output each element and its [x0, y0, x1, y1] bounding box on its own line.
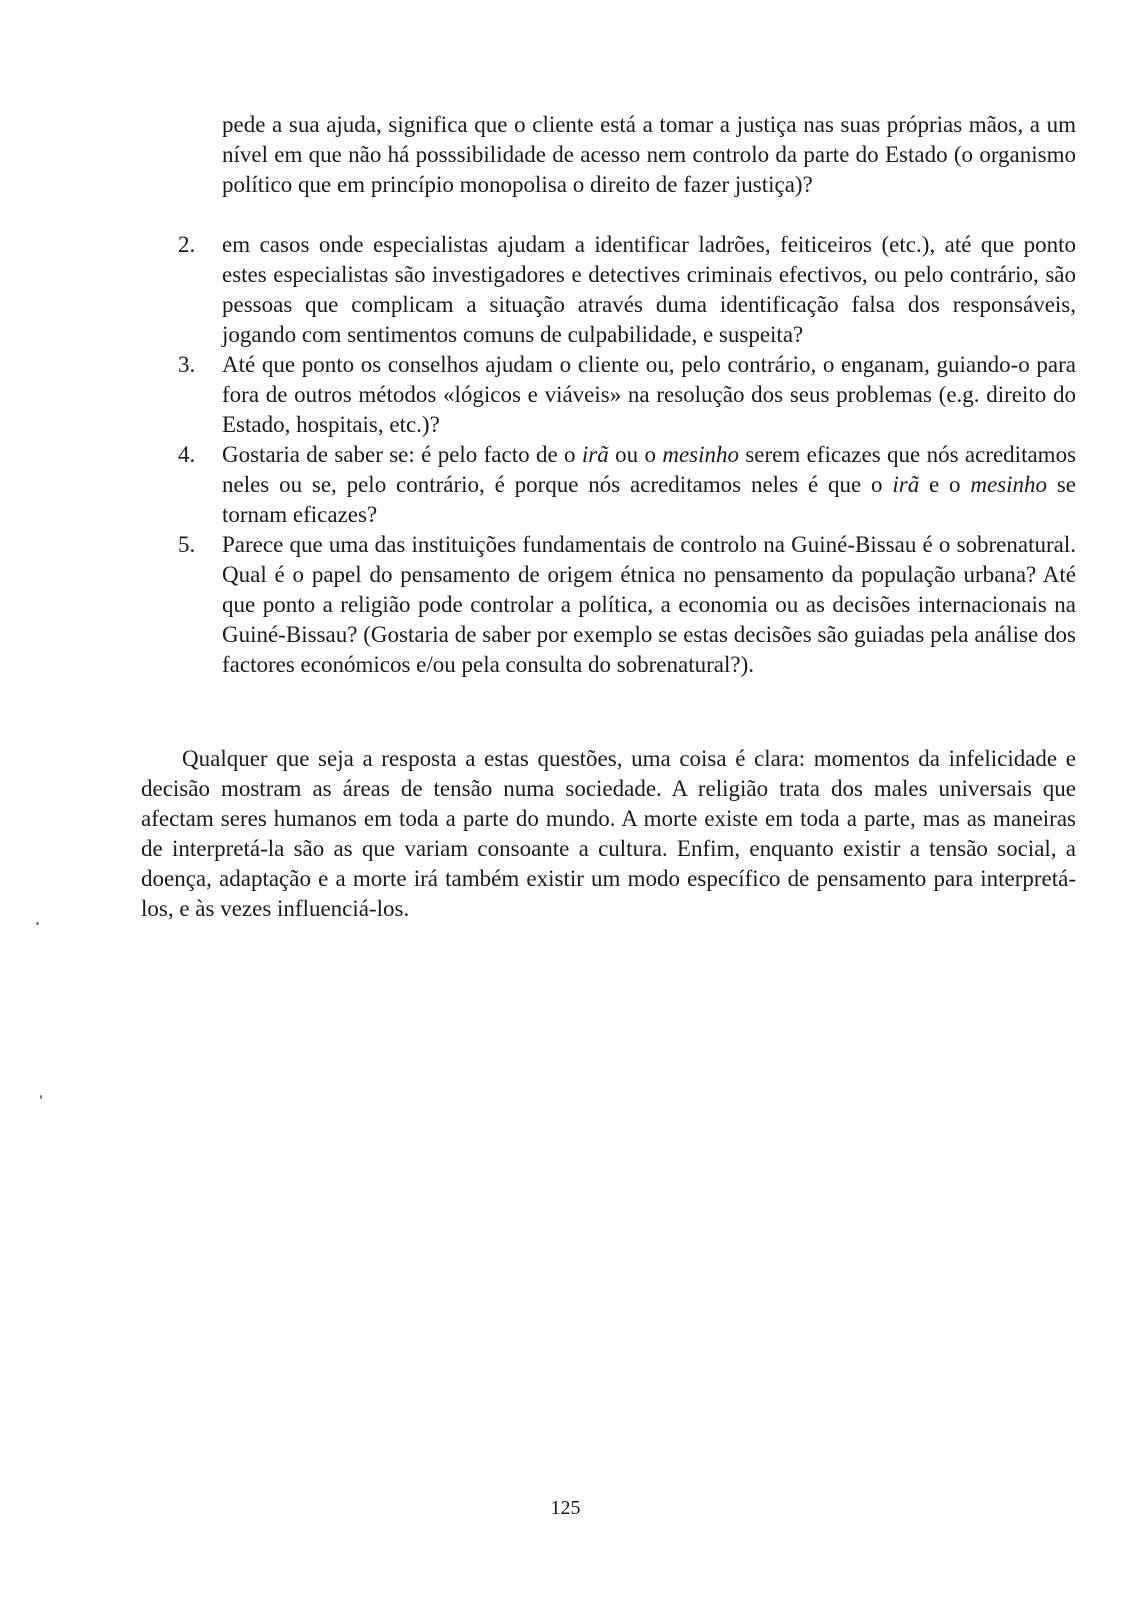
question-list	[178, 230, 1076, 680]
italic-term: mesinho	[970, 472, 1048, 497]
list-item	[178, 530, 1076, 680]
list-item	[178, 230, 1076, 350]
list-item-text: Gostaria de saber se: é pelo facto de o irã ou o mesinho serem eficazes que nós acreditamos neles ou se, pelo contrário, é porque nós acreditamos neles é que o irã e o mesinho se tornam eficazes?	[222, 442, 1077, 527]
list-item-text: em casos onde especialistas ajudam a identificar ladrões, feiticeiros (etc.), até que ponto estes especialistas são investigadores e detectives criminais efectivos, ou pelo contrário, são pessoas que complicam a situação através duma identificação falsa dos responsáveis, jogando com sentimentos comuns de culpabilidade, e suspeita?	[222, 232, 1076, 347]
list-item	[178, 350, 1076, 440]
list-item-text: Até que ponto os conselhos ajudam o cliente ou, pelo contrário, o enganam, guiando-o para fora de outros métodos «lógicos e viáveis» na resolução dos seus problemas (e.g. direito do Estado, hospitais, etc.)?	[222, 352, 1076, 437]
list-item-text: Parece que uma das instituições fundamentais de controlo na Guiné-Bissau é o sobrenatural. Qual é o papel do pensamento de origem étnica no pensamento da população urbana? Até que ponto a religião pode controlar a política, a economia ou as decisões internacionais na Guiné-Bissau? (Gostaria de saber por exemplo se estas decisões são guiadas pela análise dos factores económicos e/ou pela consulta do sobrenatural?).	[222, 532, 1076, 677]
page-number: 125	[550, 1497, 581, 1519]
italic-term: mesinho	[662, 442, 739, 467]
scan-speck	[36, 922, 39, 925]
scan-speck	[40, 1095, 42, 1099]
list-item-number: 5.	[178, 532, 196, 557]
italic-term: irã	[581, 442, 609, 467]
closing-paragraph: Qualquer que seja a resposta a estas questões, uma coisa é clara: momentos da infelicidade e decisão mostram as áreas de tensão numa sociedade. A religião trata dos males universais que afectam seres humanos em toda a parte do mundo. A morte existe em toda a parte, mas as maneiras de interpretá-la são as que variam consoante a cultura. Enfim, enquanto existir a tensão social, a doença, adaptação e a morte irá também existir um modo específico de pensamento para interpretá-los, e às vezes influenciá-los.	[141, 746, 1076, 921]
list-item-number: 2.	[178, 232, 196, 257]
list-item-number: 3.	[178, 352, 196, 377]
list-item	[178, 440, 1076, 530]
italic-term: irã	[892, 472, 920, 497]
list-item-number: 4.	[178, 442, 196, 467]
continued-list-item-text: pede a sua ajuda, significa que o cliente está a tomar a justiça nas suas próprias mãos, a um nível em que não há posssibilidade de acesso nem controlo da parte do Estado (o organismo político que em princípio monopolisa o direito de fazer justiça)?	[222, 112, 1076, 197]
